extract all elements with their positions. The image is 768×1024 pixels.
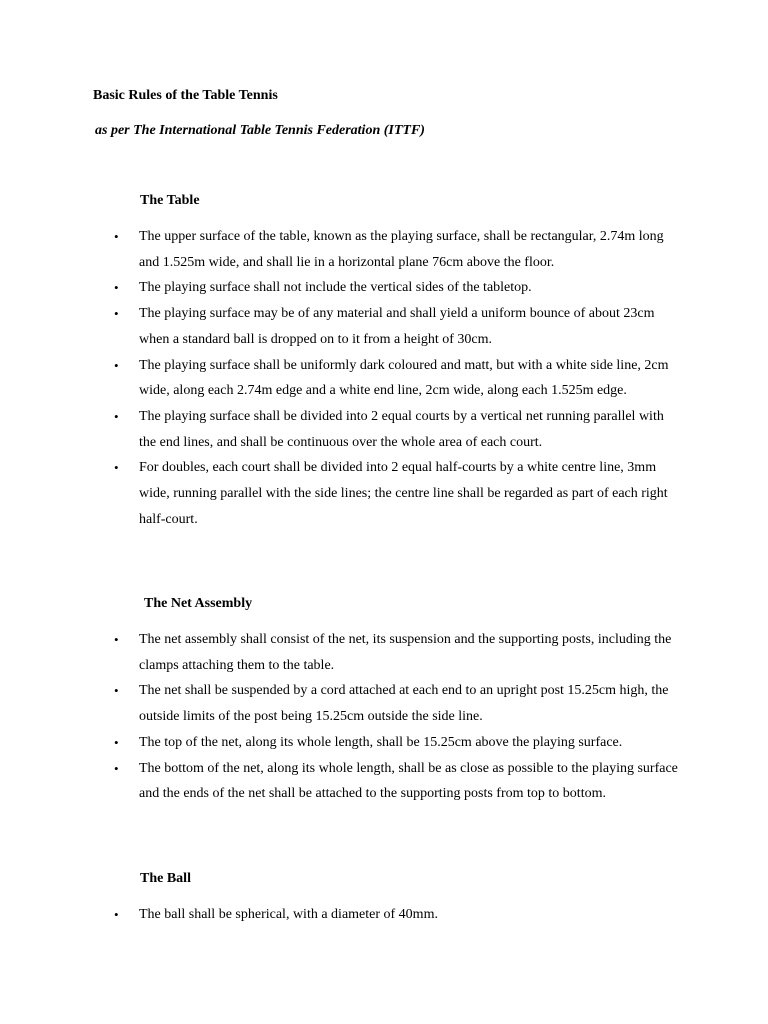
list-item-text: The playing surface shall be uniformly dark coloured and matt, but with a white side line, 2cm wide, along each 2.74m edge and a white end line, 2cm wide, along each 1.525m edge. (139, 357, 669, 399)
list-item-text: The net shall be suspended by a cord attached at each end to an upright post 15.25cm high, the outside limits of the post being 15.25cm outside the side line. (139, 683, 669, 725)
bullet-icon: • (114, 460, 119, 476)
list-item-text: The playing surface shall not include the vertical sides of the tabletop. (139, 280, 532, 296)
bullet-icon: • (114, 632, 119, 647)
list-item-text: The upper surface of the table, known as the playing surface, shall be rectangular, 2.74m long and 1.525m wide, and shall lie in a horizontal plane 76cm above the floor. (139, 229, 664, 270)
list-item (0, 756, 679, 807)
section-heading-the-table: The Table (140, 193, 200, 208)
list-item (0, 301, 679, 352)
list-item-text: The bottom of the net, along its whole length, shall be as close as possible to the playing surface and the ends of the net shall be attached to the supporting posts from top to bottom. (139, 760, 678, 802)
list-item-text: The playing surface may be of any material and shall yield a uniform bounce of about 23cm when a standard ball is dropped on to it from a height of 30cm. (139, 306, 655, 347)
document-title: Basic Rules of the Table Tennis (93, 88, 278, 103)
bullet-icon: • (114, 229, 119, 244)
the-table-rules-list (0, 224, 768, 532)
document-subtitle: as per The International Table Tennis Federation (ITTF) (95, 123, 425, 138)
the-net-assembly-rules-list (0, 627, 768, 807)
bullet-icon: • (114, 280, 119, 296)
list-item (0, 627, 679, 678)
bullet-icon: • (114, 306, 119, 322)
list-item (0, 353, 679, 404)
list-item (0, 730, 679, 756)
bullet-icon: • (114, 683, 119, 699)
list-item (0, 275, 679, 301)
section-heading-the-ball: The Ball (140, 871, 191, 886)
list-item (0, 404, 679, 455)
list-item-text: The top of the net, along its whole length, shall be 15.25cm above the playing surface. (139, 734, 623, 750)
the-ball-rules-list (0, 902, 768, 928)
bullet-icon: • (114, 734, 119, 750)
bullet-icon: • (114, 907, 119, 922)
bullet-icon: • (114, 357, 119, 373)
section-heading-the-net-assembly: The Net Assembly (144, 596, 253, 611)
bullet-icon: • (114, 760, 119, 776)
list-item-text: The ball shall be spherical, with a diameter of 40mm. (139, 907, 438, 922)
list-item-text: For doubles, each court shall be divided into 2 equal half-courts by a white centre line, 3mm wide, running parallel with the side lines; the centre line shall be regarded as part of each right half-court. (139, 460, 668, 527)
list-item (0, 224, 679, 275)
list-item-text: The playing surface shall be divided into 2 equal courts by a vertical net running parallel with the end lines, and shall be continuous over the whole area of each court. (139, 408, 664, 450)
bullet-icon: • (114, 408, 119, 424)
list-item (0, 902, 679, 928)
list-item-text: The net assembly shall consist of the net, its suspension and the supporting posts, including the clamps attaching them to the table. (139, 632, 672, 673)
list-item (0, 678, 679, 729)
list-item (0, 455, 679, 532)
